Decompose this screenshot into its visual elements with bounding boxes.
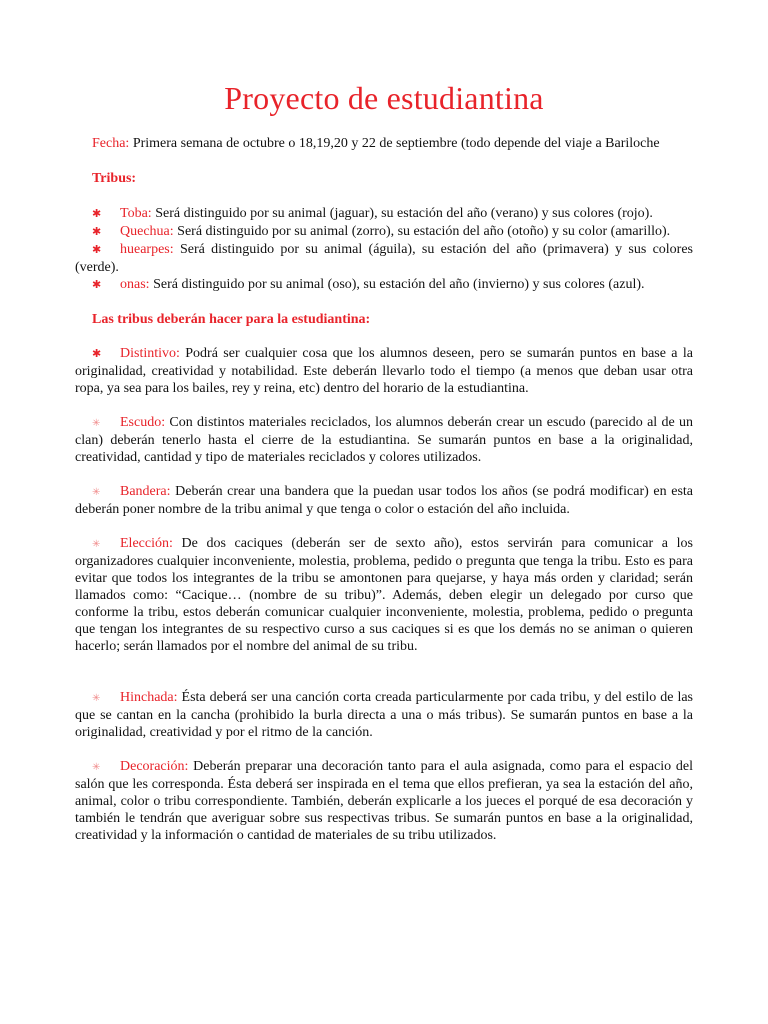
- list-item: [75, 205, 693, 223]
- list-item: [75, 223, 693, 241]
- fecha-label: Fecha:: [92, 136, 130, 151]
- document-title: Proyecto de estudiantina: [224, 80, 544, 116]
- item-text: De dos caciques (deberán ser de sexto año), estos servirán para comunicar a los organizadores cualquier inconveniente, molestia, problema, pedido o pregunta que tenga la tribu. Esto es para evitar que todos los integrantes de la tribu se amontonen para quejarse, y haya más orden y claridad; serán llamados como: “Cacique… (nombre de su tribu)”. Además, deben elegir un delegado por curso que conforme la tribu, estos deberán comunicar cualquier inconveniente, molestia, problema, pedido o pregunta que tengan los integrantes de su respectivo curso a sus caciques si es que los demás no se animan o quieren hacerlo; serán llamados por el nombre del animal de su tribu.: [75, 536, 693, 654]
- item-text: Podrá ser cualquier cosa que los alumnos deseen, pero se sumarán puntos en base a la originalidad, creatividad y notabilidad. Este deberán llevarlo todo el tiempo (a menos que deban usar otra ropa, ya sea para los bailes, rey y reina, etc) dentro del horario de la estudiantina.: [75, 346, 693, 396]
- item-label: Distintivo:: [120, 346, 180, 361]
- item-text: Será distinguido por su animal (águila), su estación del año (primavera) y sus colores (verde).: [75, 242, 693, 275]
- item-label: Elección:: [120, 536, 173, 551]
- item-label: Bandera:: [120, 484, 171, 499]
- tribus-heading: Tribus:: [92, 171, 137, 186]
- item-label: Hinchada:: [120, 690, 178, 705]
- item-label: Escudo:: [120, 415, 166, 430]
- bullet-icon: ✱: [92, 208, 102, 220]
- item-text: Será distinguido por su animal (zorro), su estación del año (otoño) y su color (amarillo).: [173, 224, 671, 239]
- list-item: [75, 414, 693, 466]
- deberan-heading: Las tribus deberán hacer para la estudiantina:: [92, 312, 371, 327]
- list-item: [75, 241, 693, 276]
- item-text: Ésta deberá ser una canción corta creada particularmente por cada tribu, y del estilo de las que se cantan en la cancha (prohibido la burla directa a una o más tribus). Se sumarán puntos en base a la originalidad, creatividad y por el ritmo de la canción.: [75, 690, 693, 740]
- item-text: Deberán preparar una decoración tanto para el aula asignada, como para el espacio del salón que les corresponda. Ésta deberá ser inspirada en el tema que ellos prefieran, ya sea la estación del año, animal, color o tribu correspondiente. También, deberán explicarle a los jueces el porqué de esa decoración y también le tendrán que averiguar sobre sus respectivas tribus. Se sumarán puntos en base a la originalidad, creatividad y la información o cantidad de materiales de su tribu utilizados.: [75, 759, 693, 843]
- bullet-icon: ✳: [92, 539, 101, 550]
- list-item: [75, 535, 693, 655]
- bullet-icon: ✱: [92, 279, 102, 291]
- item-label: Toba:: [120, 206, 152, 221]
- item-label: huearpes:: [120, 242, 174, 257]
- bullet-icon: ✳: [92, 693, 101, 704]
- item-label: Quechua:: [120, 224, 174, 239]
- bullet-icon: ✳: [92, 762, 101, 773]
- bullet-icon: ✱: [92, 348, 102, 360]
- actividades-list: [75, 345, 693, 844]
- list-item: [75, 689, 693, 741]
- fecha-text: Primera semana de octubre o 18,19,20 y 22 de septiembre (todo depende del viaje a Bariloche: [129, 136, 660, 151]
- item-text: Deberán crear una bandera que la puedan usar todos los años (se podrá modificar) en esta deberán poner nombre de la tribu animal y que tenga o color o estación del año incluida.: [75, 484, 693, 517]
- bullet-icon: ✱: [92, 244, 102, 256]
- item-label: Decoración:: [120, 759, 189, 774]
- item-text: Con distintos materiales reciclados, los alumnos deberán crear un escudo (parecido al de un clan) deberán tenerlo hasta el cierre de la estudiantina. Se sumarán puntos en base a la originalidad, creatividad, cantidad y tipo de materiales reciclados y colores utilizados.: [75, 415, 693, 465]
- bullet-icon: ✱: [92, 226, 102, 238]
- bullet-icon: ✳: [92, 418, 101, 429]
- tribus-list: [75, 205, 693, 294]
- list-item: [75, 758, 693, 844]
- list-item: [75, 276, 693, 294]
- bullet-icon: ✳: [92, 487, 101, 498]
- list-item: [75, 483, 693, 518]
- fecha-paragraph: [75, 135, 693, 152]
- list-item: [75, 345, 693, 397]
- item-text: Será distinguido por su animal (jaguar), su estación del año (verano) y sus colores (rojo).: [151, 206, 653, 221]
- item-text: Será distinguido por su animal (oso), su estación del año (invierno) y sus colores (azul).: [149, 277, 645, 292]
- item-label: onas:: [120, 277, 150, 292]
